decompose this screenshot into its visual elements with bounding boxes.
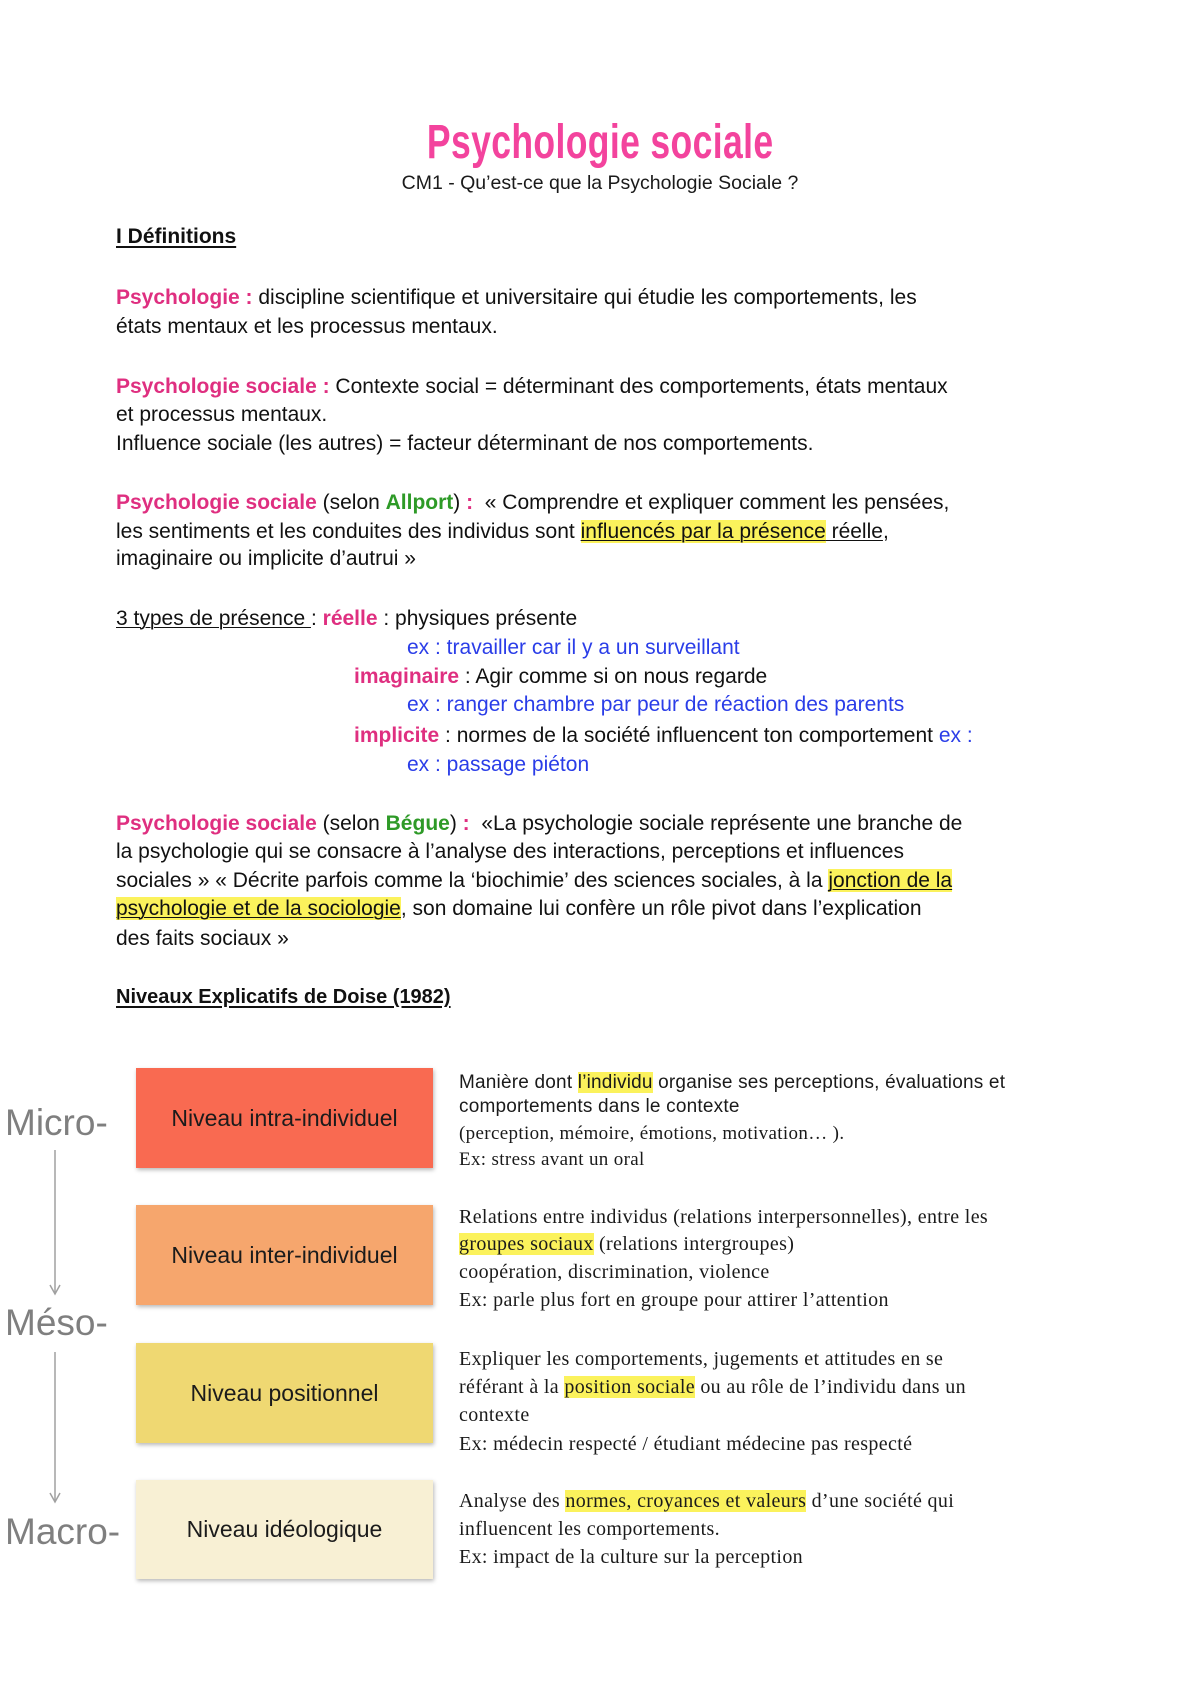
presence-type-inline-example: ex :: [938, 724, 973, 747]
presence-type-description: : Agir comme si on nous regarde: [459, 665, 768, 688]
description-text: référant à la: [459, 1376, 565, 1398]
allport-definition-line-3: imaginaire ou implicite d’autrui »: [116, 547, 416, 570]
level-example-text: Ex: stress avant un oral: [459, 1149, 645, 1170]
level-description-line: Expliquer les comportements, jugements et attitudes en se: [459, 1348, 944, 1370]
highlighted-text: position sociale: [564, 1376, 695, 1398]
scale-label-macro: Macro-: [5, 1511, 121, 1552]
level-box-inter-individuel: [136, 1205, 433, 1305]
description-text: (relations intergroupes): [593, 1233, 795, 1255]
level-example-text: Ex: impact de la culture sur la perception: [459, 1546, 804, 1568]
presence-type-description: : physiques présente: [377, 607, 578, 630]
presence-type-description: : normes de la société influencent ton comportement: [439, 724, 939, 747]
definition-psychologie-sociale-line-2: et processus mentaux.: [116, 403, 328, 426]
page-title: [0, 114, 1200, 172]
level-description-line: [459, 1375, 966, 1400]
presence-type-name: implicite: [354, 724, 440, 747]
level-name: Niveau intra-individuel: [171, 1104, 398, 1131]
presence-type-example: ex : passage piéton: [407, 753, 590, 776]
begue-definition-line-2: la psychologie qui se consacre à l’analyse des interactions, perceptions et influences: [116, 840, 904, 863]
level-description-line: comportements dans le contexte: [459, 1096, 740, 1117]
level-description-line: [459, 1071, 1005, 1095]
begue-definition-line-5: des faits sociaux »: [116, 927, 289, 950]
description-text: d’une société qui: [806, 1490, 955, 1512]
term-colon: :: [456, 812, 470, 835]
begue-definition-line-4: [116, 896, 922, 922]
begue-definition-line-3: [116, 868, 952, 894]
level-box-ideologique: [136, 1480, 433, 1579]
section-heading-doise: Niveaux Explicatifs de Doise (1982): [116, 986, 451, 1008]
quote-text: ,: [882, 520, 889, 543]
level-name: Niveau inter-individuel: [171, 1241, 398, 1268]
level-description-line: [459, 1232, 794, 1257]
level-example-text: Ex: médecin respecté / étudiant médecine pas respecté: [459, 1433, 913, 1455]
presence-types-line: [116, 606, 577, 632]
presence-type-example: ex : travailler car il y a un surveillant: [407, 636, 740, 659]
level-description-line: influencent les comportements.: [459, 1518, 720, 1540]
highlighted-text: jonction de la: [828, 869, 953, 892]
term-colon: :: [460, 491, 474, 514]
presence-types-colon: :: [310, 607, 323, 630]
author-name: Bégue: [385, 812, 450, 835]
level-description-line: contexte: [459, 1404, 530, 1426]
term-label: Psychologie sociale: [116, 812, 317, 835]
underlined-text: réelle: [825, 520, 883, 543]
highlighted-text: influencés par la présence: [580, 520, 826, 543]
presence-type-name: réelle: [322, 607, 378, 630]
level-name: Niveau idéologique: [186, 1516, 383, 1542]
presence-type-example: ex : ranger chambre par peur de réaction des parents: [407, 693, 905, 716]
description-text: Analyse des: [459, 1490, 566, 1512]
highlighted-text: psychologie et de la sociologie: [116, 897, 401, 920]
down-arrow-icon: [45, 1150, 65, 1296]
begue-definition-line-1: [116, 811, 962, 837]
definition-psychologie-line-1: [116, 285, 917, 311]
level-box-positionnel: [136, 1343, 433, 1443]
author-name: Allport: [385, 491, 454, 514]
description-text: Manière dont: [459, 1072, 578, 1093]
page-title-text: Psychologie sociale: [426, 116, 774, 169]
definition-psychologie-sociale-line-3: Influence sociale (les autres) = facteur déterminant de nos comportements.: [116, 432, 814, 455]
level-detail-text: coopération, discrimination, violence: [459, 1261, 770, 1283]
allport-definition-line-1: [116, 490, 949, 516]
level-description-line: Relations entre individus (relations interpersonnelles), entre les: [459, 1206, 989, 1228]
selon-open: (selon: [316, 812, 386, 835]
scale-label-micro: Micro-: [5, 1102, 108, 1143]
presence-types-label: 3 types de présence: [116, 607, 311, 630]
selon-open: (selon: [316, 491, 386, 514]
selon-close: ): [453, 491, 461, 514]
page-subtitle: CM1 - Qu’est-ce que la Psychologie Sociale ?: [401, 172, 799, 194]
presence-type-line-imaginaire: [354, 664, 767, 690]
selon-close: ): [449, 812, 457, 835]
quote-text: , son domaine lui confère un rôle pivot dans l’explication: [400, 897, 922, 920]
section-heading-definitions: I Définitions: [116, 225, 237, 248]
definition-psychologie-sociale-line-1: [116, 374, 948, 400]
down-arrow-icon: [45, 1352, 65, 1504]
highlighted-text: l’individu: [577, 1072, 653, 1093]
highlighted-text: normes, croyances et valeurs: [565, 1490, 807, 1512]
quote-text: « Comprendre et expliquer comment les pensées,: [473, 491, 950, 514]
level-box-intra-individuel: [136, 1068, 433, 1168]
term-label: Psychologie sociale: [116, 491, 317, 514]
quote-text: les sentiments et les conduites des individus sont: [116, 520, 581, 543]
description-text: ou au rôle de l’individu dans un: [694, 1376, 966, 1398]
presence-type-name: imaginaire: [354, 665, 460, 688]
level-name: Niveau positionnel: [190, 1379, 379, 1406]
allport-definition-line-2: [116, 519, 889, 545]
definition-psychologie-line-2: états mentaux et les processus mentaux.: [116, 315, 498, 338]
level-example-text: Ex: parle plus fort en groupe pour attirer l’attention: [459, 1289, 889, 1311]
scale-label-meso: Méso-: [5, 1302, 108, 1343]
description-text: organise ses perceptions, évaluations et: [652, 1072, 1006, 1093]
definition-text: Contexte social = déterminant des comportements, états mentaux: [329, 375, 948, 398]
term-label: Psychologie sociale :: [116, 375, 330, 398]
definition-text: discipline scientifique et universitaire qui étudie les comportements, les: [252, 286, 917, 309]
presence-type-line-implicite: [354, 723, 973, 749]
highlighted-text: groupes sociaux: [459, 1233, 594, 1255]
quote-text: sociales » « Décrite parfois comme la ‘biochimie’ des sciences sociales, à la: [116, 869, 829, 892]
level-detail-text: (perception, mémoire, émotions, motivation… ).: [459, 1123, 845, 1144]
level-description-line: [459, 1489, 954, 1514]
quote-text: «La psychologie sociale représente une branche de: [469, 812, 963, 835]
term-label: Psychologie :: [116, 286, 253, 309]
